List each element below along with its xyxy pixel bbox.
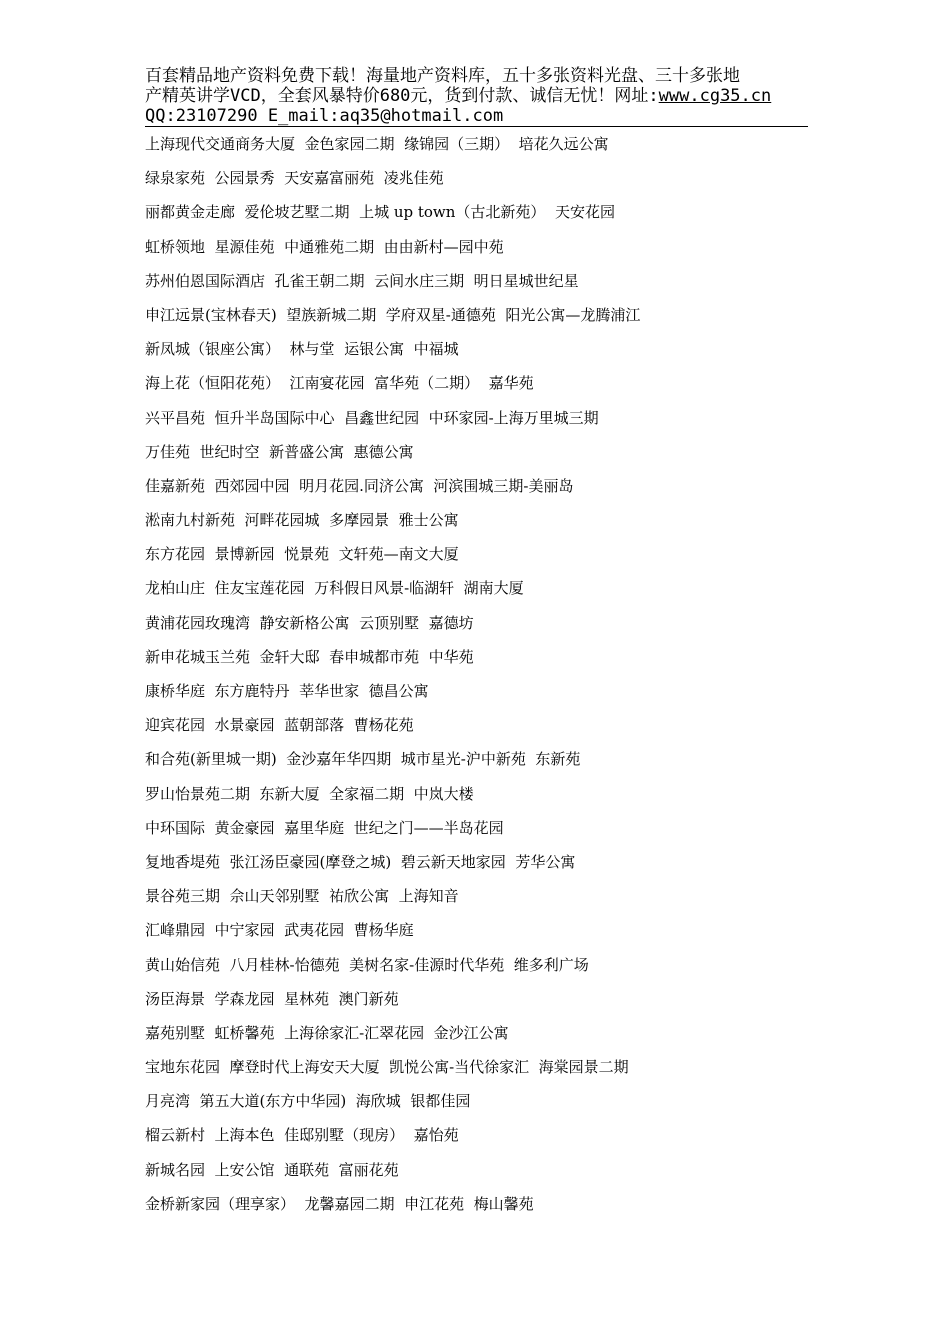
list-item: 中环国际 黄金豪园 嘉里华庭 世纪之门——半岛花园 [145, 818, 504, 837]
header-line-1: 百套精品地产资料免费下载！海量地产资料库，五十多张资料光盘、三十多张地 [145, 66, 740, 86]
list-item: 绿泉家苑 公园景秀 天安嘉富丽苑 凌兆佳苑 [145, 169, 444, 188]
list-item: 汇峰鼎园 中宁家园 武夷花园 曹杨华庭 [145, 921, 414, 940]
list-item: 海上花（恒阳花苑） 江南宴花园 富华苑（二期） 嘉华苑 [145, 374, 534, 393]
list-item: 罗山怡景苑二期 东新大厦 全家福二期 中岚大楼 [145, 784, 474, 803]
website-link[interactable]: www.cg35.cn [658, 86, 772, 106]
list-item: 淞南九村新苑 河畔花园城 多摩园景 雅士公寓 [145, 511, 459, 530]
list-item: 申江远景(宝林春天) 望族新城二期 学府双星-通德苑 阳光公寓—龙腾浦江 [145, 305, 641, 324]
header-line-2-text: 产精英讲学VCD，全套风暴特价680元，货到付款、诚信无忧！网址: [145, 86, 659, 106]
list-item: 苏州伯恩国际酒店 孔雀王朝二期 云间水庄三期 明日星城世纪星 [145, 271, 579, 290]
document-header [145, 66, 808, 126]
header-line-2 [145, 86, 808, 106]
list-item: 万佳苑 世纪时空 新普盛公寓 惠德公寓 [145, 442, 414, 461]
list-item: 金桥新家园（理享家） 龙馨嘉园二期 申江花苑 梅山馨苑 [145, 1194, 534, 1213]
list-item: 虹桥领地 星源佳苑 中通雅苑二期 由由新村—园中苑 [145, 237, 504, 256]
list-item: 上海现代交通商务大厦 金色家园二期 缘锦园（三期） 培花久远公寓 [145, 135, 609, 153]
list-item: 新申花城玉兰苑 金轩大邸 春申城都市苑 中华苑 [145, 647, 474, 666]
list-item: 和合苑(新里城一期) 金沙嘉年华四期 城市星光-沪中新苑 东新苑 [145, 750, 581, 769]
property-list [145, 134, 808, 1228]
list-item: 新凤城（银座公寓） 林与堂 运银公寓 中福城 [145, 340, 459, 359]
header-divider [145, 126, 808, 127]
list-item: 复地香堤苑 张江汤臣豪园(摩登之城) 碧云新天地家园 芳华公寓 [145, 852, 576, 871]
list-item: 康桥华庭 东方鹿特丹 莘华世家 德昌公寓 [145, 682, 429, 700]
list-item: 龙柏山庄 住友宝莲花园 万科假日风景-临湖轩 湖南大厦 [145, 579, 524, 598]
list-item: 汤臣海景 学森龙园 星林苑 澳门新苑 [145, 989, 399, 1008]
list-item: 景谷苑三期 佘山天邻别墅 祐欣公寓 上海知音 [145, 887, 459, 906]
list-item: 黄山始信苑 八月桂林-怡德苑 美树名家-佳源时代华苑 维多利广场 [145, 955, 589, 974]
list-item: 丽都黄金走廊 爱伦坡艺墅二期 上城 up town（古北新苑） 天安花园 [145, 203, 615, 222]
list-item: 兴平昌苑 恒升半岛国际中心 昌鑫世纪园 中环家园-上海万里城三期 [145, 408, 599, 427]
header-line-3: QQ:23107290 E_mail:aq35@hotmail.com [145, 106, 504, 126]
list-item: 佳嘉新苑 西郊园中园 明月花园.同济公寓 河滨围城三期-美丽岛 [145, 476, 574, 495]
list-item: 月亮湾 第五大道(东方中华园) 海欣城 银都佳园 [145, 1092, 471, 1111]
list-item: 嘉苑别墅 虹桥馨苑 上海徐家汇-汇翠花园 金沙江公寓 [145, 1023, 509, 1042]
list-item: 迎宾花园 水景豪园 蓝朝部落 曹杨花苑 [145, 716, 414, 735]
list-item: 新城名园 上安公馆 通联苑 富丽花苑 [145, 1160, 399, 1179]
list-item: 榴云新村 上海本色 佳邸别墅（现房） 嘉怡苑 [145, 1126, 459, 1145]
list-item: 东方花园 景博新园 悦景苑 文轩苑—南文大厦 [145, 545, 459, 564]
list-item: 黄浦花园玫瑰湾 静安新格公寓 云顶别墅 嘉德坊 [145, 613, 474, 632]
list-item: 宝地东花园 摩登时代上海安天大厦 凯悦公寓-当代徐家汇 海棠园景二期 [145, 1058, 629, 1077]
